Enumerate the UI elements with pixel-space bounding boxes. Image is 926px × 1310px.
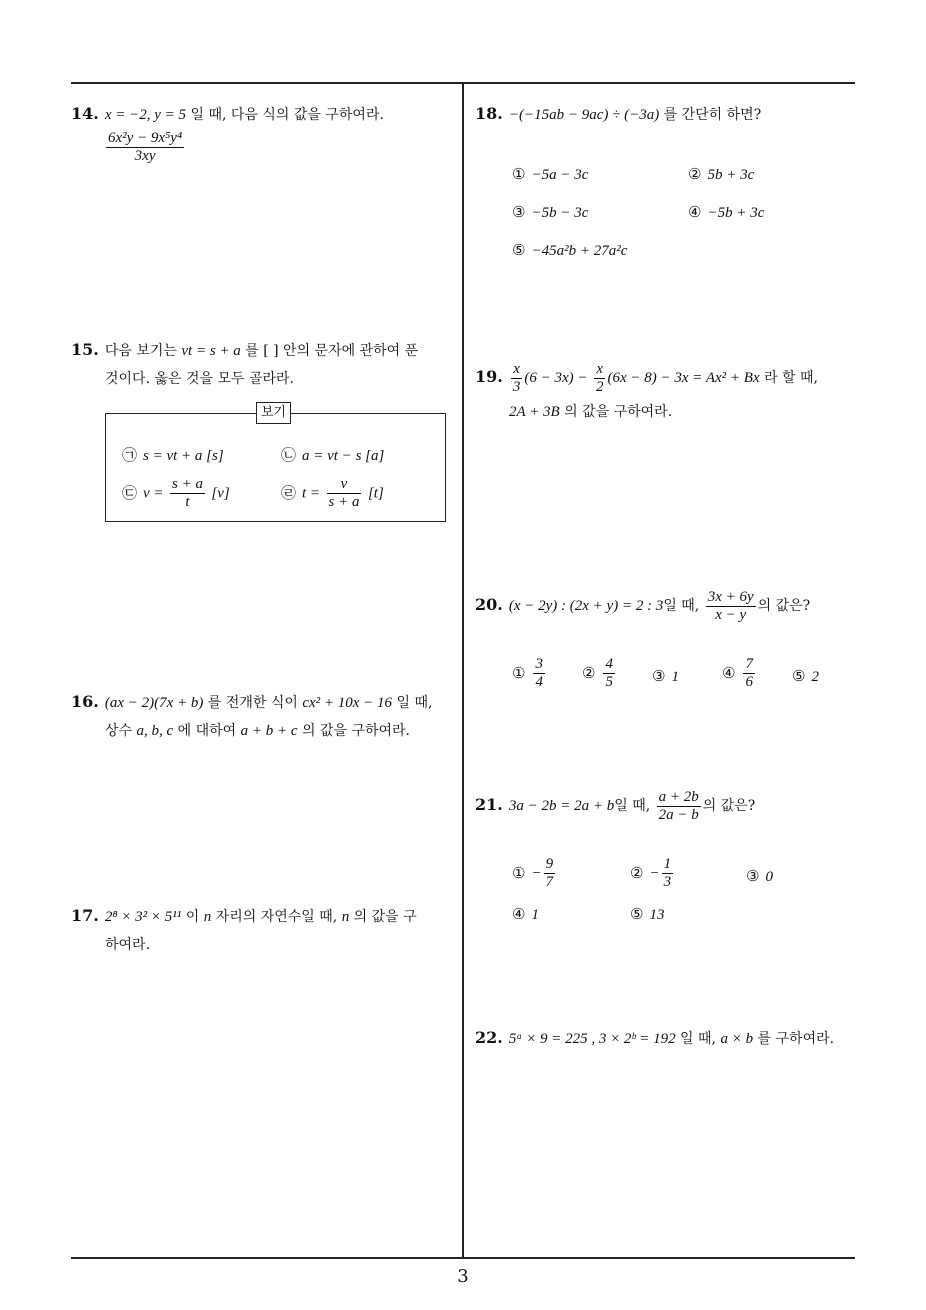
q14-fraction: $\frac{\text{6x²y − 9x⁵y⁴}}{3xy}$ — [108, 130, 183, 164]
choice-2[interactable]: ② $\frac{4}{5}$ — [582, 656, 613, 690]
choice-4[interactable]: ④ −5b + 3c — [688, 203, 765, 221]
choice-1[interactable]: ① − $\frac{9}{7}$ — [512, 856, 554, 890]
choice-4[interactable]: ④ $\frac{7}{6}$ — [722, 656, 753, 690]
choice-5[interactable]: ⑤ −45a²b + 27a²c — [512, 241, 628, 259]
question-number: 20. — [475, 595, 503, 614]
question-21: 21. 3a − 2b = 2a + b일 때, $\frac{a + 2b}{2a - b}$ 의 값은? — [475, 788, 756, 823]
question-number: 22. — [475, 1028, 503, 1047]
column-divider — [462, 83, 464, 1258]
bogi-title: 보기 — [256, 402, 291, 424]
question-number: 15. — [71, 340, 99, 359]
question-20: 20. (x − 2y) : (2x + y) = 2 : 3일 때, $\frac{3x + 6y}{x - y}$ 의 값은? — [475, 588, 811, 623]
choice-4[interactable]: ④ 1 — [512, 905, 539, 923]
bottom-rule — [71, 1257, 855, 1259]
bogi-item: ㉡ a = vt − s [a] — [281, 446, 385, 464]
question-number: 19. — [475, 367, 503, 386]
question-15: 15. 다음 보기는 vt = s + a 를 [ ] 안의 문자에 관하여 푼 것이다. 옳은 것을 모두 골라라. — [71, 340, 419, 387]
question-number: 21. — [475, 795, 503, 814]
choice-3[interactable]: ③ −5b − 3c — [512, 203, 589, 221]
question-19: 19. $\frac{x}{3}$ (6 − 3x) − $\frac{x}{2}$ (6x − 8) − 3x = Ax² + Bx 라 할 때, — [475, 360, 818, 395]
bogi-item: ㉣ t = $\frac{v}{s + a}$ [t] — [281, 476, 384, 510]
choice-3[interactable]: ③ 1 — [652, 667, 679, 685]
question-14: 14. x = −2, y = 5 일 때, 다음 식의 값을 구하여라. — [71, 104, 384, 123]
choice-5[interactable]: ⑤ 2 — [792, 667, 819, 685]
question-17: 17. 2⁸ × 3² × 5¹¹ 이 n 자리의 자연수일 때, n 의 값을 구 하여라. — [71, 906, 417, 953]
question-number: 18. — [475, 104, 503, 123]
question-22: 22. 5ᵃ × 9 = 225 , 3 × 2ᵇ = 192 일 때, a × b 를 구하여라. — [475, 1028, 835, 1047]
choice-2[interactable]: ② − $\frac{1}{3}$ — [630, 856, 672, 890]
choice-2[interactable]: ② 5b + 3c — [688, 165, 755, 183]
question-number: 16. — [71, 692, 99, 711]
choice-5[interactable]: ⑤ 13 — [630, 905, 665, 923]
bogi-item: ㉠ s = vt + a [s] — [122, 446, 224, 464]
choice-3[interactable]: ③ 0 — [746, 867, 773, 885]
bogi-item: ㉢ v = $\frac{s + a}{t}$ [v] — [122, 476, 230, 510]
question-number: 14. — [71, 104, 99, 123]
question-19-line2: 2A + 3B 의 값을 구하여라. — [509, 404, 673, 420]
question-number: 17. — [71, 906, 99, 925]
choice-1[interactable]: ① −5a − 3c — [512, 165, 589, 183]
question-18: 18. −(−15ab − 9ac) ÷ (−3a) 를 간단히 하면? — [475, 104, 762, 123]
question-16: 16. (ax − 2)(7x + b) 를 전개한 식이 cx² + 10x − 16 일 때, 상수 a, b, c 에 대하여 a + b + c 의 값을 구하여라. — [71, 692, 433, 739]
page-number: 3 — [457, 1266, 469, 1287]
choice-1[interactable]: ① $\frac{3}{4}$ — [512, 656, 543, 690]
